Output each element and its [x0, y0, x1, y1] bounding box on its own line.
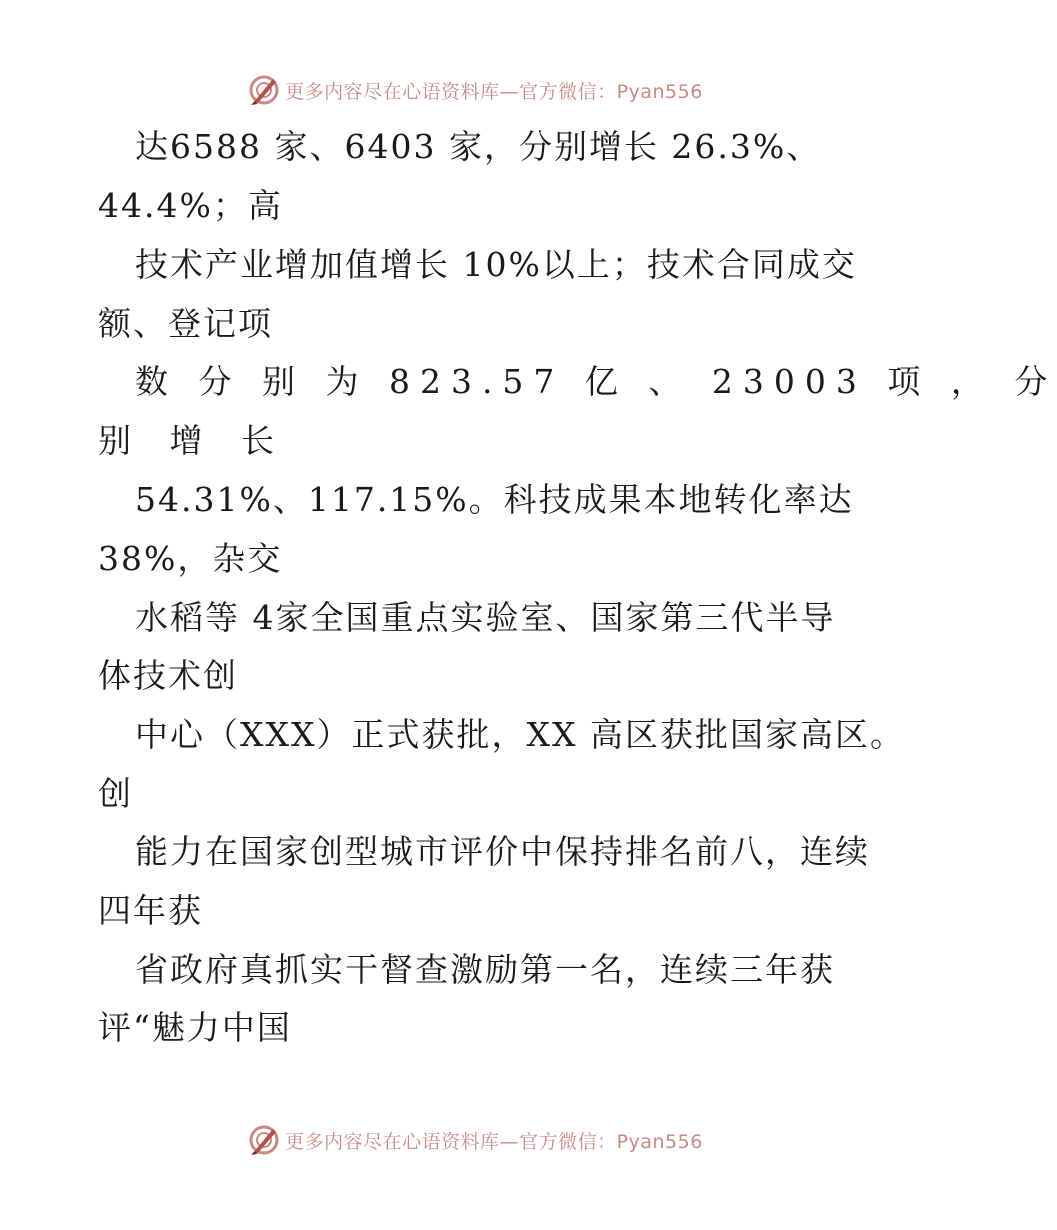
text-line: 额、登记项 — [98, 304, 273, 343]
text-line: 能力在国家创型城市评价中保持排名前八，连续 — [135, 832, 870, 871]
text-line: 创 — [98, 774, 133, 813]
text-line: 体技术创 — [98, 656, 238, 695]
watermark-text: 更多内容尽在心语资料库—官方微信：Pyan556 — [285, 1130, 703, 1153]
watermark-text: 更多内容尽在心语资料库—官方微信：Pyan556 — [285, 80, 703, 103]
watermark-group — [247, 1123, 703, 1157]
text-line: 数 分 别 为 823.57 亿 、 23003 项 ， 分 — [135, 362, 1057, 401]
text-line: 水稻等 4家全国重点实验室、国家第三代半导 — [135, 598, 836, 637]
brush-seal-icon — [247, 1123, 281, 1157]
text-line: 别 增 长 — [98, 421, 288, 460]
text-line: 技术产业增加值增长 10%以上；技术合同成交 — [135, 245, 857, 284]
text-line: 38%，杂交 — [98, 539, 283, 578]
text-line: 54.31%、117.15%。科技成果本地转化率达 — [135, 480, 854, 519]
text-line: 省政府真抓实干督查激励第一名，连续三年获 — [135, 950, 835, 989]
text-line: 四年获 — [98, 891, 203, 930]
page-footer-watermark — [0, 1120, 950, 1160]
text-line: 44.4%；高 — [98, 186, 283, 225]
text-line: 中心（XXX）正式获批，XX 高区获批国家高区。 — [135, 715, 905, 754]
text-line: 评“魅力中国 — [98, 1008, 292, 1047]
text-line: 达6588 家、6403 家，分别增长 26.3%、 — [135, 127, 822, 166]
